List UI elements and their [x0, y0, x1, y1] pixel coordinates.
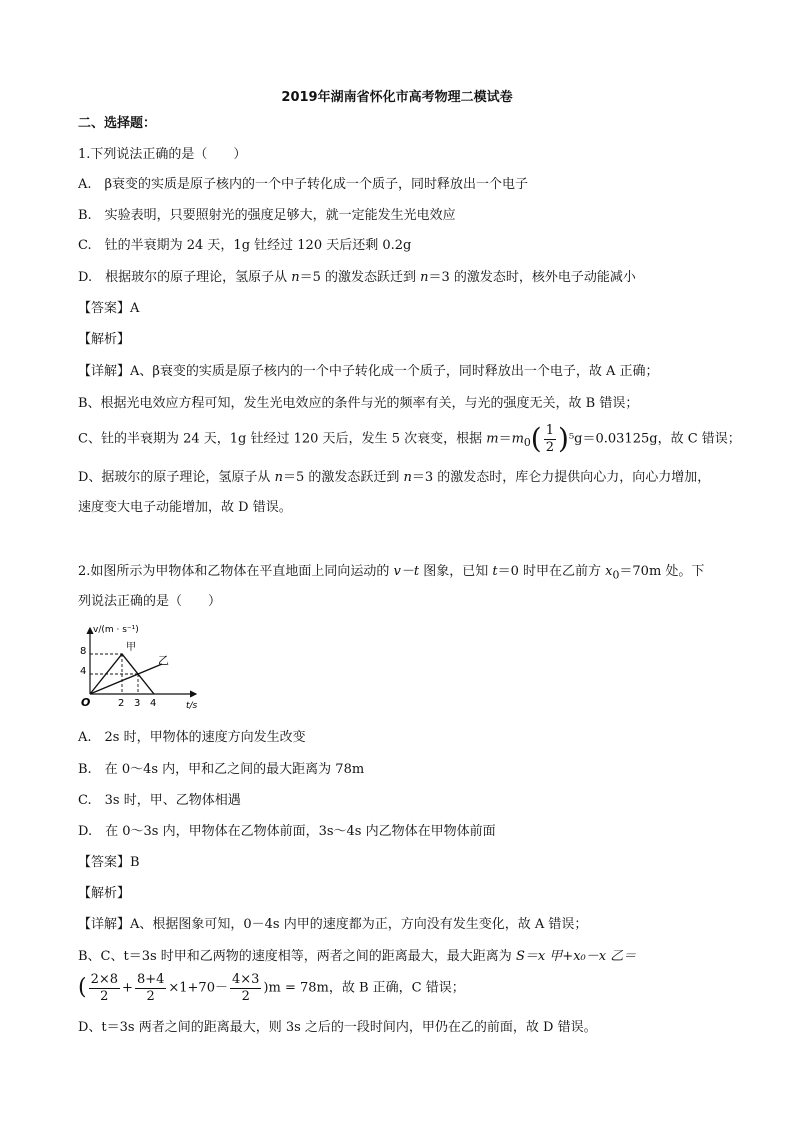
x-axis-label: t/s	[186, 701, 198, 711]
q1-option-b: B. 实验表明，只要照射光的强度足够大，就一定能发生光电效应	[78, 208, 456, 223]
q1-option-c: C. 钍的半衰期为 24 天，1g 钍经过 120 天后还剩 0.2g	[78, 238, 412, 253]
y-tick-8: 8	[80, 646, 87, 657]
q2-explain-d: D、t＝3s 两者之间的距离最大，则 3s 之后的一段时间内，甲仍在乙的前面，故 D 错误。	[78, 1020, 597, 1035]
x-tick-3: 3	[134, 698, 141, 709]
q1-stem: 1.下列说法正确的是（ ）	[78, 147, 247, 162]
q1-explain-d: D、据玻尔的原子理论，氢原子从 n＝5 的激发态跃迁到 n＝3 的激发态时，库仑力提供向心力，向心力增加，	[78, 470, 711, 485]
section-heading: 二、选择题：	[78, 116, 157, 131]
y-tick-4: 4	[80, 666, 87, 677]
q2-explain-bc: B、C、t＝3s 时甲和乙两物的速度相等，两者之间的距离最大，最大距离为 S＝x 甲+x₀－x 乙＝	[78, 949, 637, 964]
q1-option-d: D. 根据玻尔的原子理论，氢原子从 n＝5 的激发态跃迁到 n＝3 的激发态时，核外电子动能减小	[78, 270, 636, 285]
x-tick-2: 2	[118, 698, 125, 709]
y-axis-label: v/(m · s⁻¹)	[93, 625, 139, 635]
series-label-jia: 甲	[126, 642, 136, 653]
q2-option-c: C. 3s 时，甲、乙物体相遇	[78, 793, 241, 808]
q2-option-a: A. 2s 时，甲物体的速度方向发生改变	[78, 730, 306, 745]
q2-stem-line1: 2.如图所示为甲物体和乙物体在平直地面上同向运动的 v－t 图象，已知 t＝0 时甲在乙前方 $x_0=70m$ 处。下	[78, 564, 705, 582]
q2-explain-a: 【详解】A、根据图象可知，0－4s 内甲的速度都为正，方向没有发生变化，故 A 错误；	[78, 917, 588, 932]
vt-graph	[78, 620, 208, 712]
q1-answer: 【答案】A	[78, 301, 140, 316]
q2-explain-formula: ( $\frac{2\times 8}{2}$ + $\frac{8+4}{2}$ ×1+70－ $\frac{4\times 3}{2}$ )m = 78m，故 B 正确，C 错误；	[78, 971, 465, 1004]
q2-stem-line2: 列说法正确的是（ ）	[78, 594, 222, 609]
q2-analysis-heading: 【解析】	[78, 886, 131, 901]
q2-option-d: D. 在 0～3s 内，甲物体在乙物体前面，3s～4s 内乙物体在甲物体前面	[78, 824, 496, 839]
q1-analysis-heading: 【解析】	[78, 332, 131, 347]
q1-option-a: A. β衰变的实质是原子核内的一个中子转化成一个质子，同时释放出一个电子	[78, 177, 529, 192]
q2-option-b: B. 在 0～4s 内，甲和乙之间的最大距离为 78m	[78, 762, 365, 777]
q1-explain-b: B、根据光电效应方程可知，发生光电效应的条件与光的频率有关，与光的强度无关，故 B 错误；	[78, 396, 639, 411]
q1-explain-a: 【详解】A、β衰变的实质是原子核内的一个中子转化成一个质子，同时释放出一个电子，故 A 正确；	[78, 364, 659, 379]
series-label-yi: 乙	[158, 654, 169, 667]
x-tick-4: 4	[150, 698, 157, 709]
half-fraction: $\frac{1}{2}$	[545, 422, 555, 455]
origin-label: O	[81, 696, 91, 709]
page-title: 2019年湖南省怀化市高考物理二模试卷	[281, 90, 513, 105]
q2-answer: 【答案】B	[78, 855, 140, 870]
q1-explain-d-cont: 速度变大电子动能增加，故 D 错误。	[78, 500, 292, 515]
q1-explain-c: C、钍的半衰期为 24 天，1g 钍经过 120 天后，发生 5 次衰变，根据 $m=m_0$( $\frac{1}{2}$ )⁵g＝0.03125g，故 C 错误；	[78, 422, 741, 455]
